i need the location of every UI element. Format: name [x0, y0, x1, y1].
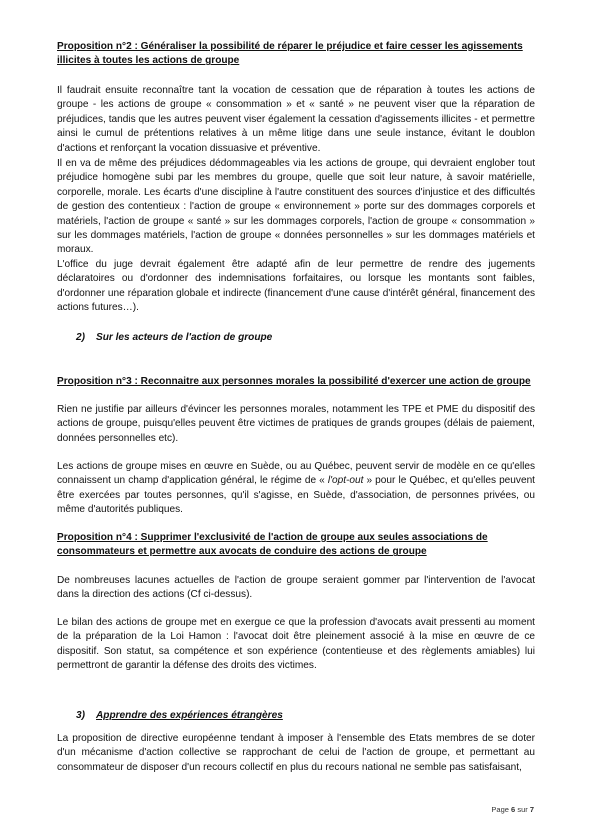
section-2-label: Sur les acteurs de l'action de groupe	[96, 332, 273, 343]
section-2-number: 2)	[76, 332, 85, 343]
proposition-4-heading: Proposition n°4 : Supprimer l'exclusivité de l'action de groupe aux seules associations de consommateurs et permettre aux avocats de conduire des actions de groupe	[57, 532, 488, 558]
current-page-number: 6	[511, 805, 516, 814]
proposition-2-paragraph-2: Il en va de même des préjudices dédommageables via les actions de groupe, qui devraient englober tout préjudice homogène subi par les membres du groupe, quelle que soit leur nature, à savoir matérielle, corporelle, morale. Les écarts d'une discipline à l'autre constituent des sources d'injustice et des difficultés de gestion des contentieux : l'action de groupe « environnement » porte sur des dommages corporels et matériels, l'action de groupe « santé » sur les dommages corporels, l'action de groupe « consommation » sur les dommages matériels, l'action de groupe « données personnelles » sur les dommages matériels et moraux.	[57, 158, 535, 256]
proposition-4-paragraph-2: Le bilan des actions de groupe met en exergue ce que la profession d'avocats avait pressenti au moment de la préparation de la Loi Hamon : l'avocat doit être pleinement associé à la mise en œuvre de ce dispositif. Son statut, sa compétence et son expérience (contentieuse et des règlements amiables) lui permettront de garantir la défense des droits des victimes.	[57, 617, 535, 672]
proposition-3-paragraph-2: Les actions de groupe mises en œuvre en Suède, ou au Québec, peuvent servir de modèle en ce qu'elles connaissent un champ d'application général, le régime de « l'opt-out » pour le Québec, et qu'elles peuvent être exercées par toutes personnes, qu'il s'agisse, en Suède, d'association, de personnes privées, ou même d'autorités publiques.	[57, 461, 535, 516]
proposition-4-paragraph-1: De nombreuses lacunes actuelles de l'action de groupe seraient gommer par l'intervention de l'avocat dans la direction des actions (Cf ci-dessus).	[57, 575, 535, 601]
page-footer: Page 6 sur 7	[491, 805, 534, 814]
proposition-2-heading: Proposition n°2 : Généraliser la possibilité de réparer le préjudice et faire cesser les agissements illicites à toutes les actions de groupe	[57, 41, 523, 67]
section-3-number: 3)	[76, 710, 85, 721]
opt-out-term: l'opt-out	[327, 475, 364, 487]
total-pages: 7	[529, 805, 534, 814]
proposition-2-paragraph-3: L'office du juge devrait également être adapté afin de leur permettre de rendre des jugements déclaratoires ou d'ordonner des indemnisations forfaitaires, ou lorsque les montants sont faibles, d'ordonner une réparation globale et indirecte (financement d'une cause d'intérêt général, financement des actions futures…).	[57, 259, 535, 314]
proposition-3-paragraph-1: Rien ne justifie par ailleurs d'évincer les personnes morales, notamment les TPE et PME du dispositif des actions de groupe, puisqu'elles peuvent être victimes de pratiques de grands groupes (délais de paiement, données personnelles etc).	[57, 404, 535, 444]
section-3-label: Apprendre des expériences étrangères	[96, 710, 283, 721]
proposition-2-paragraph-1: Il faudrait ensuite reconnaître tant la vocation de cessation que de réparation à toutes les actions de groupe - les actions de groupe « consommation » et « santé » ne peuvent viser que la réparation de préjudices, tandis que les autres peuvent viser également la cessation d'agissements illicites - et permettre ainsi le cumul de prétentions relatives à un même litige dans une seule instance, évitant le doublon d'actions et renforçant la vocation dissuasive et préventive.	[57, 85, 535, 154]
section-3-title	[76, 709, 554, 723]
final-paragraph: La proposition de directive européenne tendant à imposer à l'ensemble des Etats membres de se doter d'un mécanisme d'action collective se rapprochant de celui de l'action de groupe, et permettant au consommateur de disposer d'un recours collectif en plus du recours national ne semble pas satisfaisant,	[57, 733, 535, 773]
proposition-3-heading: Proposition n°3 : Reconnaitre aux personnes morales la possibilité d'exercer une action de groupe	[57, 376, 531, 387]
section-2-title	[76, 331, 554, 345]
